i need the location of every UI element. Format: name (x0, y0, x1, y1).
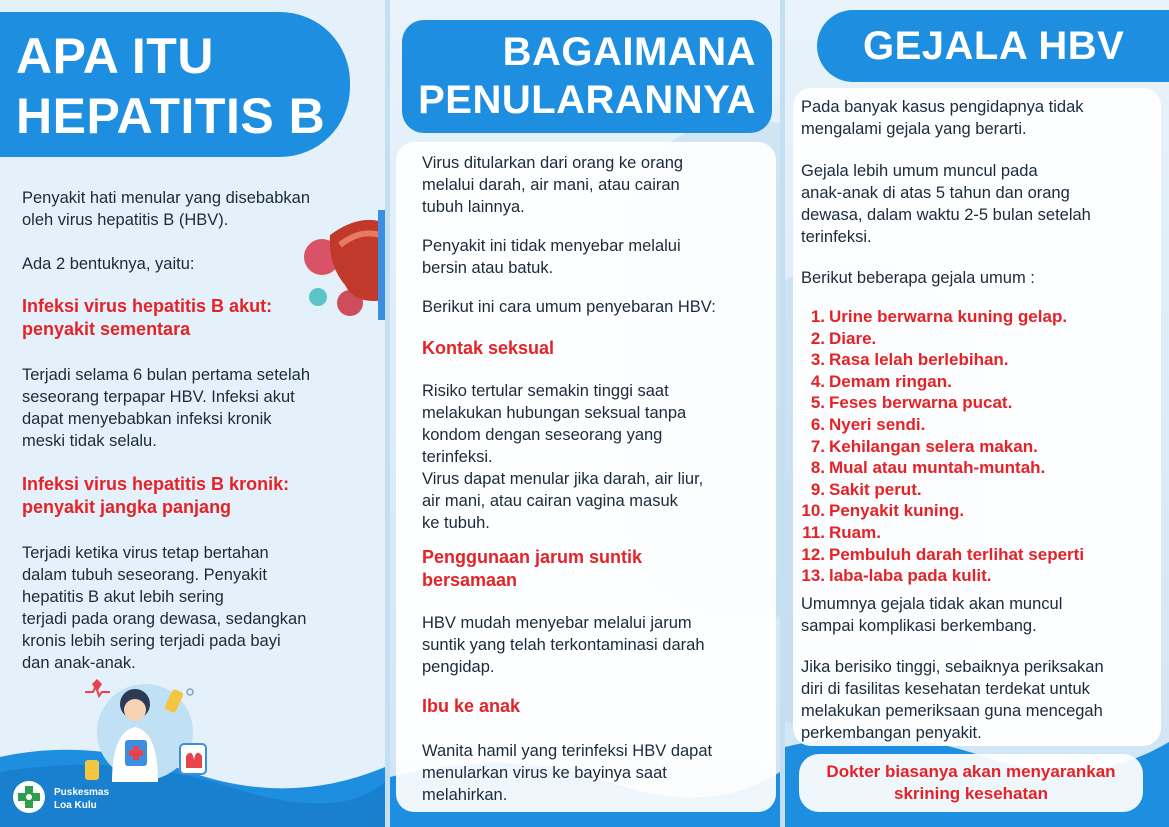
panel1-title-line-1: APA ITU (16, 28, 214, 84)
callout-line-1: Dokter biasanya akan menyarankan (826, 762, 1116, 781)
symptom-item (793, 479, 1084, 501)
mother-to-child-heading: Ibu ke anak (422, 696, 521, 716)
symptom-text: Ruam. (829, 522, 881, 542)
symptom-item (793, 392, 1084, 414)
symptom-item (793, 500, 1084, 522)
h2-text-line-2: suntik yang telah terkontaminasi darah (422, 636, 705, 654)
p3-p2-line-1: Gejala lebih umum muncul pada (801, 162, 1038, 180)
symptom-text: Kehilangan selera makan. (829, 436, 1038, 456)
p3-p4-line-1: Umumnya gejala tidak akan muncul (801, 595, 1063, 613)
h2-line-1: Penggunaan jarum suntik (422, 547, 643, 567)
mother-to-child-text (422, 740, 712, 806)
h2-text-line-3: pengidap. (422, 658, 495, 676)
chronic-text (22, 542, 306, 674)
symptom-number: 4. (810, 371, 825, 391)
p3-p2-line-2: anak-anak di atas 5 tahun dan orang (801, 184, 1070, 202)
h1-text-line-5: Virus dapat menular jika darah, air liur, (422, 470, 704, 488)
sexual-contact-heading: Kontak seksual (422, 338, 555, 358)
p2-p1-line-2: melalui darah, air mani, atau cairan (422, 176, 680, 194)
chronic-heading-line-2: penyakit jangka panjang (22, 497, 232, 517)
p3-p2-line-4: terinfeksi. (801, 228, 872, 246)
complications-text (801, 593, 1062, 637)
acute-text-line-2: seseorang terpapar HBV. Infeksi akut (22, 388, 295, 406)
symptoms-intro (801, 96, 1084, 140)
h1-text-line-7: ke tubuh. (422, 514, 490, 532)
symptom-item (793, 371, 1084, 393)
h2-line-2: bersamaan (422, 570, 518, 590)
h1-text-line-4: terinfeksi. (422, 448, 493, 466)
panel-symptoms (785, 0, 1169, 827)
logo-text-line-1: Puskesmas (54, 787, 110, 798)
symptom-text: Pembuluh darah terlihat seperti (829, 544, 1085, 564)
panel1-intro (22, 187, 310, 231)
shared-needles-text (422, 612, 705, 678)
p2-p1-line-1: Virus ditularkan dari orang ke orang (422, 154, 684, 172)
symptom-item (793, 522, 1084, 544)
h1-text-line-3: kondom dengan seseorang yang (422, 426, 663, 444)
p2-p1-line-3: tubuh lainnya. (422, 198, 525, 216)
panel1-title-line-2: HEPATITIS B (16, 88, 326, 144)
symptoms-list (793, 306, 1084, 587)
chronic-text-line-3: hepatitis B akut lebih sering (22, 588, 224, 606)
symptoms-age-info (801, 160, 1091, 248)
symptom-number: 1. (810, 307, 825, 326)
p2-p2-line-2: bersin atau batuk. (422, 259, 554, 277)
p3-p5-line-4: perkembangan penyakit. (801, 724, 982, 742)
shared-needles-heading (422, 546, 642, 592)
recommendation-text (801, 656, 1104, 744)
symptom-number: 2. (810, 328, 825, 348)
symptom-number: 10. (801, 501, 825, 521)
symptom-number: 12. (801, 544, 825, 564)
symptom-item (793, 436, 1084, 458)
panel2-title-line-2: PENULARANNYA (418, 78, 756, 122)
h1-text-line-1: Risiko tertular semakin tinggi saat (422, 382, 669, 400)
chronic-text-line-1: Terjadi ketika virus tetap bertahan (22, 544, 269, 562)
symptom-number: 8. (810, 458, 825, 478)
symptom-item (793, 544, 1084, 566)
puskesmas-logo-text (54, 786, 109, 812)
symptom-text: Sakit perut. (829, 479, 922, 499)
chronic-text-line-5: kronis lebih sering terjadi pada bayi (22, 632, 281, 650)
acute-heading-line-2: penyakit sementara (22, 319, 191, 339)
chronic-heading-line-1: Infeksi virus hepatitis B kronik: (22, 474, 290, 494)
symptom-text: Urine berwarna kuning gelap. (829, 307, 1068, 326)
symptom-text: Nyeri sendi. (829, 414, 926, 434)
panel2-content-card (396, 142, 776, 812)
symptom-text: Penyakit kuning. (829, 501, 965, 521)
chronic-text-line-2: dalam tubuh seseorang. Penyakit (22, 566, 267, 584)
p2-p2-line-1: Penyakit ini tidak menyebar melalui (422, 237, 681, 255)
h3-text-line-3: melahirkan. (422, 786, 508, 804)
sexual-contact-text (422, 380, 703, 534)
symptom-number: 5. (810, 393, 825, 413)
acute-heading-line-1: Infeksi virus hepatitis B akut: (22, 296, 273, 316)
p3-p5-line-2: diri di fasilitas kesehatan terdekat untuk (801, 680, 1090, 698)
symptom-number: 7. (810, 436, 825, 456)
transmission-list-intro: Berikut ini cara umum penyebaran HBV: (422, 298, 716, 316)
panel1-forms-intro: Ada 2 bentuknya, yaitu: (22, 255, 195, 273)
symptom-text: laba-laba pada kulit. (829, 566, 992, 586)
callout-line-2: skrining kesehatan (893, 784, 1048, 803)
symptom-number: 13. (801, 566, 825, 586)
p3-p4-line-2: sampai komplikasi berkembang. (801, 617, 1037, 635)
chronic-heading (22, 473, 289, 519)
panel1-title (0, 12, 350, 157)
transmission-not-airborne (422, 235, 681, 279)
h3-text-line-1: Wanita hamil yang terinfeksi HBV dapat (422, 742, 713, 760)
transmission-intro (422, 152, 683, 218)
acute-text (22, 364, 310, 452)
panel3-content-card (793, 88, 1161, 746)
h3-text-line-2: menularkan virus ke bayinya saat (422, 764, 667, 782)
liver-illustration (300, 205, 385, 325)
symptom-text: Demam ringan. (829, 371, 952, 391)
symptom-item (793, 565, 1084, 587)
symptom-text: Mual atau muntah-muntah. (829, 458, 1046, 478)
symptom-number: 9. (810, 479, 825, 499)
symptom-item (793, 457, 1084, 479)
doctor-illustration (70, 672, 220, 782)
acute-heading (22, 295, 272, 341)
h2-text-line-1: HBV mudah menyebar melalui jarum (422, 614, 692, 632)
symptom-item (793, 349, 1084, 371)
p3-p1-line-1: Pada banyak kasus pengidapnya tidak (801, 98, 1084, 116)
acute-text-line-4: meski tidak selalu. (22, 432, 157, 450)
h1-text-line-6: air mani, atau cairan vagina masuk (422, 492, 678, 510)
acute-text-line-1: Terjadi selama 6 bulan pertama setelah (22, 366, 311, 384)
symptom-text: Rasa lelah berlebihan. (829, 350, 1009, 370)
symptom-item (793, 306, 1084, 328)
symptom-number: 6. (810, 414, 825, 434)
screening-callout (799, 754, 1143, 812)
chronic-text-line-6: dan anak-anak. (22, 654, 136, 672)
panel3-title: GEJALA HBV (817, 10, 1169, 82)
symptom-text: Feses berwarna pucat. (829, 393, 1013, 413)
symptoms-list-intro: Berikut beberapa gejala umum : (801, 269, 1035, 287)
p3-p2-line-3: dewasa, dalam waktu 2-5 bulan setelah (801, 206, 1091, 224)
chronic-text-line-4: terjadi pada orang dewasa, sedangkan (22, 610, 307, 628)
symptom-item (793, 328, 1084, 350)
symptom-number: 3. (810, 350, 825, 370)
symptom-item (793, 414, 1084, 436)
logo-text-line-2: Loa Kulu (54, 800, 97, 811)
panel1-intro-line-1: Penyakit hati menular yang disebabkan (22, 189, 311, 207)
puskesmas-logo-icon (12, 780, 46, 814)
panel1-intro-line-2: oleh virus hepatitis B (HBV). (22, 211, 229, 229)
panel-what-is-hepatitis-b (0, 0, 385, 827)
panel2-title-line-1: BAGAIMANA (502, 30, 756, 74)
p3-p1-line-2: mengalami gejala yang berarti. (801, 120, 1027, 138)
acute-text-line-3: dapat menyebabkan infeksi kronik (22, 410, 272, 428)
panel2-title (402, 20, 772, 133)
symptom-text: Diare. (829, 328, 877, 348)
symptom-number: 11. (802, 522, 825, 542)
p3-p5-line-1: Jika berisiko tinggi, sebaiknya periksakan (801, 658, 1104, 676)
panel-transmission (390, 0, 780, 827)
p3-p5-line-3: melakukan pemeriksaan guna mencegah (801, 702, 1103, 720)
h1-text-line-2: melakukan hubungan seksual tanpa (422, 404, 687, 422)
